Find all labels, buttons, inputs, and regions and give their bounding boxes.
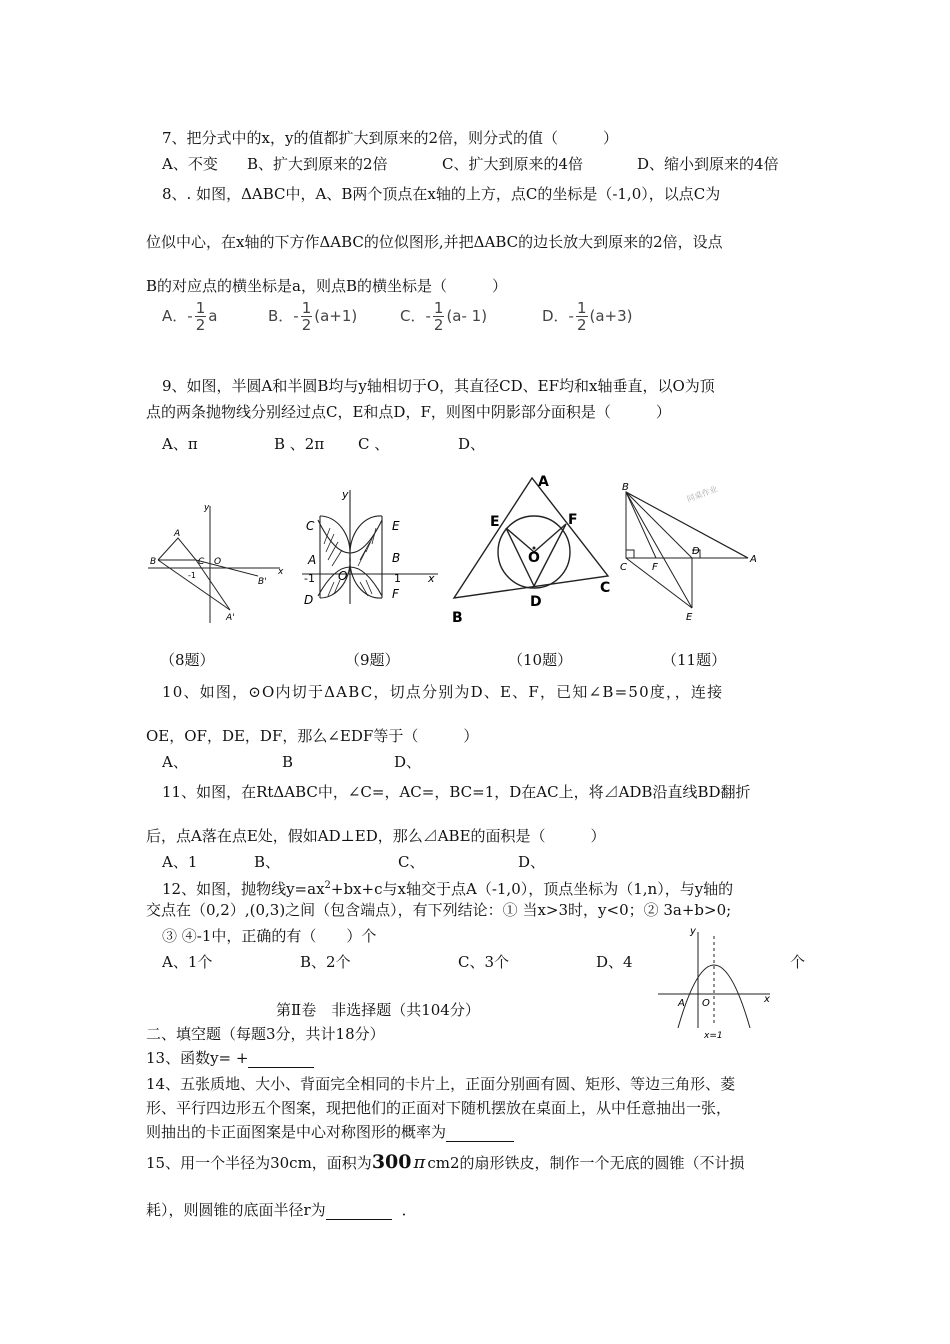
- q12-line2: 交点在（0,2）,(0,3)之间（包含端点），有下列结论：① 当x>3时，y<0；② 3a+b>0;: [146, 901, 732, 919]
- caption-fig11: （11题）: [662, 651, 727, 669]
- q7-option-d: D、缩小到原来的4倍: [637, 155, 779, 173]
- fig8-label-c: C: [198, 557, 205, 567]
- fig9-label-b: B: [392, 551, 401, 565]
- q7-stem: 7、把分式中的x，y的值都扩大到原来的2倍，则分式的值（ ）: [162, 129, 619, 147]
- q8-option-b: B．- $\frac{1}{2}$ (a+1): [268, 299, 358, 334]
- q12-option-b: B、2个: [300, 953, 351, 971]
- fig9-label-e: E: [392, 519, 400, 533]
- q7-option-a: A、不变: [162, 155, 218, 173]
- fig9-label-y: y: [342, 488, 349, 501]
- q15-line1: 15、用一个半径为30cm，面积为300 π cm2的扇形铁皮，制作一个无底的圆锥（不计损: [146, 1151, 745, 1173]
- fig12-label-x: x: [764, 994, 770, 1005]
- q11-line2: 后，点A落在点E处，假如AD⊥ED，那么⊿ABE的面积是（ ）: [146, 827, 606, 845]
- figure-9: [298, 486, 448, 608]
- fig8-label-x: x: [278, 567, 284, 577]
- q11-option-b: B、: [254, 853, 281, 871]
- fig11-label-a: A: [750, 554, 757, 565]
- q12-line1: 12、如图，抛物线$y=ax^2+bx+c$与x轴交于点A（-1,0），顶点坐标为（1,n），与y轴的: [162, 880, 734, 898]
- fig10-label-c: C: [600, 580, 611, 596]
- caption-fig10: （10题）: [508, 651, 573, 669]
- q12-option-a: A、1个: [162, 953, 213, 971]
- fig12-label-o: O: [702, 998, 710, 1009]
- caption-fig8: （8题）: [160, 651, 215, 669]
- fig8-label-o: O: [214, 557, 222, 567]
- q10-option-a: A、: [162, 753, 188, 771]
- q9-option-d: D、: [458, 435, 486, 453]
- figure-11: [616, 480, 766, 625]
- figure-12: [654, 922, 774, 1042]
- q8-line1: 8、. 如图，ΔABC中，A、B两个顶点在x轴的上方，点C的坐标是（-1,0），以点C为: [162, 185, 721, 203]
- q8-option-c: C．- $\frac{1}{2}$ (a- 1): [400, 299, 488, 334]
- section-fill-blank: 二、填空题（每题3分，共计18分）: [146, 1025, 385, 1043]
- q9-line2: 点的两条抛物线分别经过点C，E和点D，F，则图中阴影部分面积是（ ）: [146, 403, 671, 421]
- fig11-label-c: C: [620, 562, 627, 573]
- q8-line2: 位似中心，在x轴的下方作ΔABC的位似图形,并把ΔABC的边长放大到原来的2倍，设点: [146, 233, 723, 251]
- q11-option-a: A、1: [162, 853, 198, 871]
- q9-line1: 9、如图，半圆A和半圆B均与y轴相切于O，其直径CD、EF均和x轴垂直，以O为顶: [162, 377, 715, 395]
- fig10-label-b: B: [452, 610, 463, 626]
- fig9-label-f: F: [392, 587, 399, 601]
- q14-line1: 14、五张质地、大小、背面完全相同的卡片上，正面分别画有圆、矩形、等边三角形、菱: [146, 1075, 736, 1093]
- fig9-label-c: C: [306, 519, 315, 533]
- q10-option-b: B: [282, 753, 294, 771]
- part2-title: 第Ⅱ卷 非选择题（共104分）: [276, 1001, 480, 1019]
- fig11-label-e: E: [686, 612, 693, 623]
- fig11-watermark: 同桌作业: [685, 484, 719, 504]
- q12-option-c: C、3个: [458, 953, 510, 971]
- q14-line2: 形、平行四边形五个图案，现把他们的正面对下随机摆放在桌面上，从中任意抽出一张，: [146, 1099, 732, 1117]
- q10-line2: OE，OF，DE，DF，那么∠EDF等于（ ）: [146, 727, 479, 745]
- q8-option-a: A．- $\frac{1}{2}$ a: [162, 299, 218, 334]
- fig9-label-a: A: [308, 553, 317, 567]
- q15-line2: 耗），则圆锥的底面半径r为 ．: [146, 1201, 417, 1219]
- q12-option-d-unit: 个: [790, 953, 806, 971]
- fig10-label-a: A: [538, 474, 549, 490]
- fig10-label-o: O: [528, 550, 540, 566]
- q8-option-d: D．- $\frac{1}{2}$ (a+3): [542, 299, 633, 334]
- q13-line: 13、函数y= +: [146, 1048, 314, 1068]
- fig8-label-b: B: [150, 557, 157, 567]
- fig9-label-x: x: [428, 572, 435, 585]
- fig8-label-b-prime: B': [258, 577, 267, 587]
- q14-line3: 则抽出的卡正面图案是中心对称图形的概率为: [146, 1122, 514, 1142]
- fig10-label-d: D: [530, 594, 542, 610]
- fig8-label-a-prime: A': [226, 613, 235, 623]
- figure-8: [148, 498, 288, 628]
- fig8-label-neg1: -1: [188, 571, 196, 580]
- fig9-label-d: D: [304, 593, 314, 607]
- figure-10: [448, 472, 618, 628]
- fig11-label-d: D: [692, 546, 700, 557]
- q12-line3: ③ ④-1中，正确的有（ ）个: [162, 927, 377, 945]
- fig12-label-x1: x=1: [704, 1031, 723, 1041]
- fig9-label-neg1: -1: [304, 572, 315, 585]
- fig10-label-e: E: [490, 514, 500, 530]
- fig12-label-y: y: [690, 926, 696, 937]
- q11-option-d: D、: [518, 853, 546, 871]
- fig12-label-a: A: [678, 998, 685, 1009]
- q10-option-d: D、: [394, 753, 422, 771]
- q7-option-c: C、扩大到原来的4倍: [442, 155, 584, 173]
- caption-fig9: （9题）: [345, 651, 400, 669]
- fig9-label-o: O: [338, 569, 348, 583]
- fig11-label-f: F: [652, 562, 658, 573]
- fig10-label-f: F: [568, 512, 578, 528]
- q7-option-b: B、扩大到原来的2倍: [247, 155, 388, 173]
- q11-line1: 11、如图，在RtΔABC中，∠C=，AC=，BC=1，D在AC上，将⊿ADB沿直线BD翻折: [162, 783, 751, 801]
- fig9-label-1: 1: [394, 572, 401, 585]
- q9-option-c: C 、: [358, 435, 390, 453]
- q9-option-b: B 、2π: [274, 435, 325, 453]
- q11-option-c: C、: [398, 853, 425, 871]
- q10-line1: 10、如图，⊙O内切于ΔABC，切点分别为D、E、F，已知∠B=50度，，连接: [162, 683, 724, 701]
- fig8-label-a: A: [174, 529, 181, 539]
- q9-option-a: A、π: [162, 435, 198, 453]
- q12-option-d: D、4: [596, 953, 633, 971]
- fig8-label-y: y: [204, 503, 210, 513]
- fig11-label-b: B: [622, 482, 629, 493]
- q8-line3: B的对应点的横坐标是a，则点B的横坐标是（ ）: [146, 277, 507, 295]
